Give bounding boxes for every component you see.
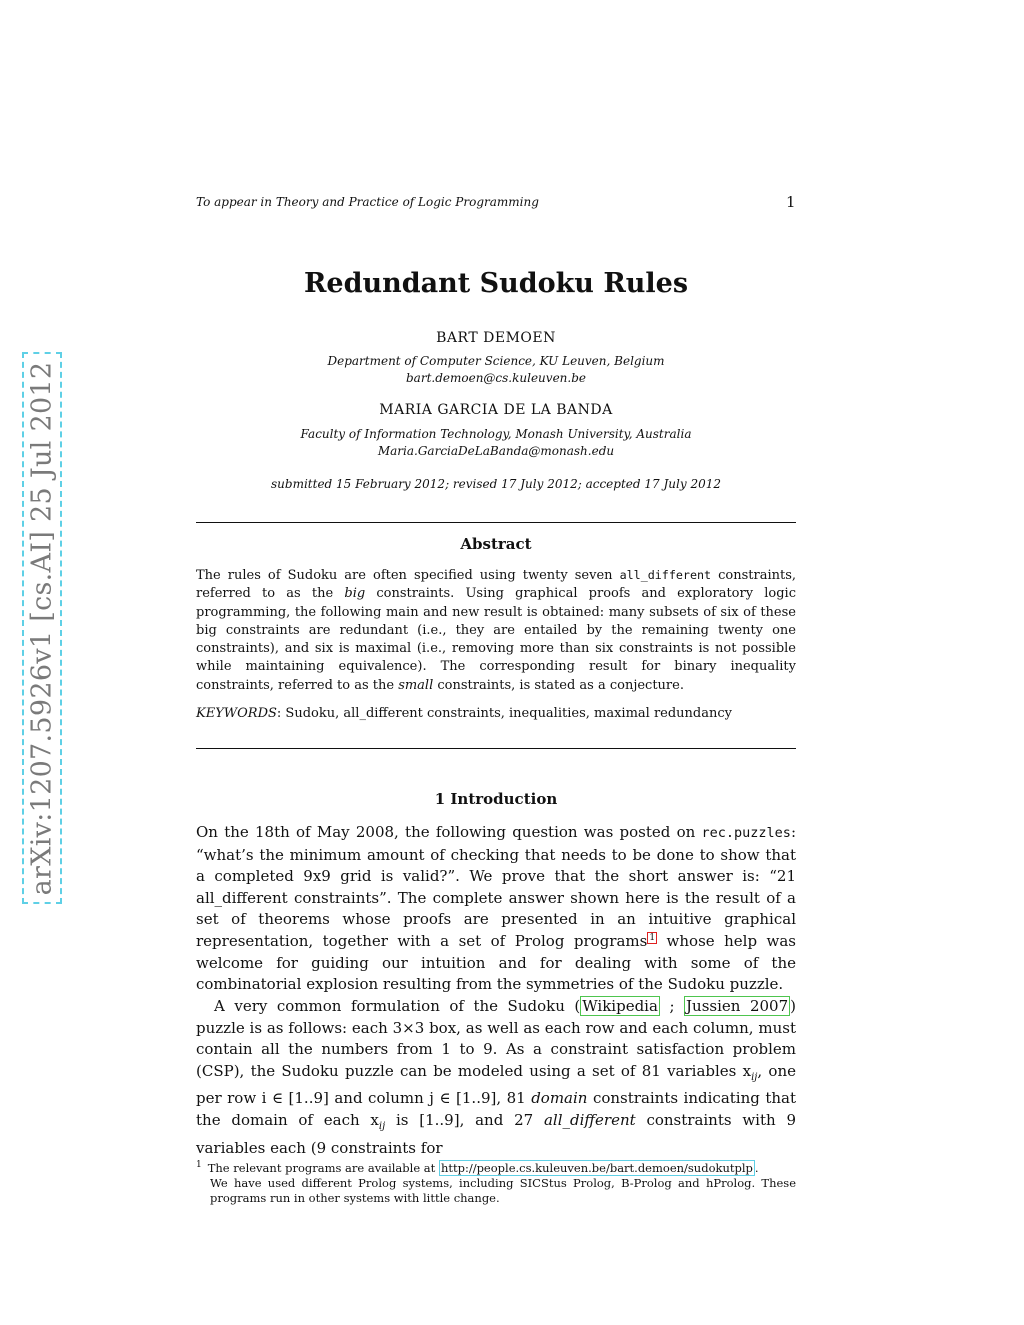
abstract-text: The rules of Sudoku are often specified using twenty seven all_different constraints, referred to as the big constraints. Using graphical proofs and exploratory logic programming, the following main and new result is obtained: many subsets of six of these big constraints are redundant (i.e., they are entailed by the remaining twenty one constraints), and six is maximal (i.e., removing more than six constraints is not possible while maintaining equivalence). The corresponding result for binary inequality constraints, referred to as the small constraints, is stated as a conjecture. [196,568,796,693]
intro-paragraph-1: On the 18th of May 2008, the following question was posted on rec.puzzles: “what’s the minimum amount of checking that needs to be done to show that a completed 9x9 grid is valid?”. We prove that the short answer is: “21 all_different constraints”. The complete answer shown here is the result of a set of theorems whose proofs are presented in an intuitive graphical representation, together with a set of Prolog programs $^1$ whose help was welcome for guiding our intuition and for dealing with some of the combinatorial explosion resulting from the symmetries of the Sudoku puzzle. [196,823,796,994]
abstract-bottom-rule [196,748,796,749]
citation-link-wikipedia[interactable]: Wikipedia [582,997,658,1015]
author-affiliation: Department of Computer Science, KU Leuven, Belgium [327,354,665,368]
footnote: $^1$ The relevant programs are available at http://people.cs.kuleuven.be/bart.demoen/sudokutplp . We have used different Prolog systems, including SICStus Prolog, B-Prolog and hProlog. These programs run in other systems with little change. [196,1160,796,1205]
submission-dates: submitted 15 February 2012; revised 17 July 2012; accepted 17 July 2012 [271,477,721,491]
footnote-link[interactable]: 1 [649,932,656,943]
page-number: 1 [786,193,796,211]
author-email: bart.demoen@cs.kuleuven.be [406,371,586,385]
arxiv-identifier-stamp[interactable] [22,352,62,904]
abstract-top-rule [196,522,796,523]
footnote-number: 1 [196,1160,202,1170]
section-heading-introduction: 1 Introduction [434,790,558,808]
author-email: Maria.GarciaDeLaBanda@monash.edu [377,444,615,458]
footnote-url-link[interactable]: http://people.cs.kuleuven.be/bart.demoen/sudokutplp [440,1160,753,1175]
keywords: KEYWORDS: Sudoku, all_different constraints, inequalities, maximal redundancy [196,706,732,721]
intro-paragraph-2: A very common formulation of the Sudoku ( Wikipedia ; Jussien 2007 ) puzzle is as follows: each 3×3 box, as well as each row and each column, must contain all the numbers from 1 to 9. As a constraint satisfaction problem (CSP), the Sudoku puzzle can be modeled using a set of 81 variables $x_{ij}$, one per row i ∈ [1..9] and column j ∈ [1..9], 81 domain constraints indicating that the domain of each $x_{ij}$ is [1..9], and 27 all_different constraints with 9 variables each (9 constraints for [196,997,796,1157]
author-name: MARIA GARCIA DE LA BANDA [379,402,613,418]
arxiv-identifier-text: arXiv:1207.5926v1 [cs.AI] 25 Jul 2012 [26,361,58,895]
citation-link-jussien[interactable]: Jussien 2007 [686,997,789,1015]
author-affiliation: Faculty of Information Technology, Monash University, Australia [300,427,692,441]
abstract-heading: Abstract [460,535,532,553]
author-name: BART DEMOEN [436,330,556,346]
paper-title: Redundant Sudoku Rules [303,268,689,299]
running-head: To appear in Theory and Practice of Logic Programming [196,195,539,209]
